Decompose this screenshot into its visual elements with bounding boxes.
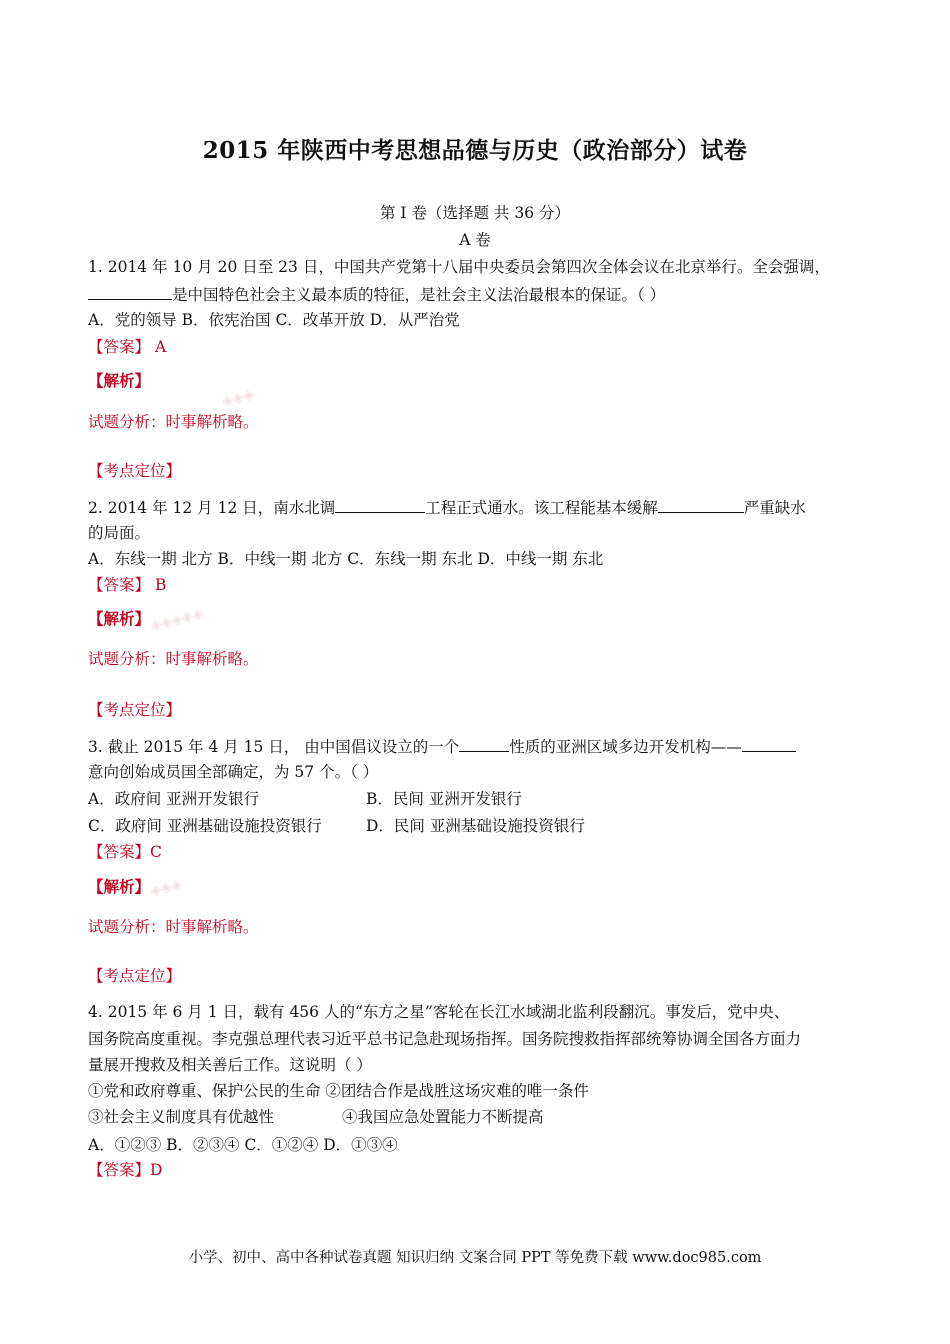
q4-answer [88,1160,162,1180]
q4-statements-1-2: ①党和政府尊重、保护公民的生命 ②团结合作是战胜这场灾难的唯一条件 [88,1082,589,1100]
q1-analysis-label: 【解析】 [88,371,151,390]
q3-blank-2 [742,736,796,752]
q4-statement-3: ③社会主义制度具有优越性 [88,1108,275,1126]
q2-analysis-text: 试题分析：时事解析略。 [88,650,259,668]
answer-value: D [150,1161,163,1179]
answer-value: B [154,576,167,594]
q3-answer [88,842,162,862]
q3-analysis-text: 试题分析：时事解析略。 [88,918,259,936]
q3-option-b: B．民间 亚洲开发银行 [366,790,522,808]
watermark-icon: ◈◈◈ [220,386,256,410]
q3-line1-mid: 性质的亚洲区域多边开发机构—— [509,738,742,756]
q3-kaodian: 【考点定位】 [88,967,182,985]
q3-analysis-label: 【解析】 [88,877,151,896]
q1-options: A．党的领导 B．依宪治国 C．改革开放 D．从严治党 [88,311,460,329]
q2-line1-before: 2. 2014 年 12 月 12 日，南水北调 [88,499,336,517]
q2-blank-2 [658,497,744,513]
q4-options: A．①②③ B．②③④ C．①②④ D．①③④ [88,1136,398,1154]
q3-blank-1 [459,736,509,752]
watermark-icon: ◈◈◈◈◈ [148,605,205,635]
q4-statement-4: ④我国应急处置能力不断提高 [342,1108,544,1126]
q1-blank [88,284,172,300]
q4-line2: 国务院高度重视。李克强总理代表习近平总书记急赴现场指挥。国务院搜救指挥部统筹协调全国各方面力 [88,1030,802,1048]
q3-option-c: C．政府间 亚洲基础设施投资银行 [88,817,322,835]
q1-line2-text: 是中国特色社会主义最本质的特征，是社会主义法治最根本的保证。（ ） [172,286,666,304]
page-title: 2015 年陕西中考思想品德与历史（政治部分）试卷 [202,137,748,164]
answer-value: C [150,843,162,861]
q3-line1-before: 3. 截止 2015 年 4 月 15 日， 由中国倡议设立的一个 [88,738,460,756]
answer-label: 【答案】 [88,576,151,594]
answer-label: 【答案】 [88,1161,151,1179]
q2-line1 [88,497,806,518]
q2-line1-after: 严重缺水 [743,499,806,517]
q3-option-a: A．政府间 亚洲开发银行 [88,790,260,808]
q1-answer [88,337,166,357]
page-footer: 小学、初中、高中各种试卷真题 知识归纳 文案合同 PPT 等免费下载 www.doc985.com [188,1250,762,1266]
answer-value: A [154,338,167,356]
q2-answer [88,575,166,595]
q1-line2 [88,284,665,305]
q3-option-d: D．民间 亚洲基础设施投资银行 [366,817,585,835]
q3-line2: 意向创始成员国全部确定，为 57 个。（ ） [88,763,379,781]
q3-line1 [88,736,796,757]
q2-options: A．东线一期 北方 B．中线一期 北方 C．东线一期 东北 D．中线一期 东北 [88,550,604,568]
q1-kaodian: 【考点定位】 [88,462,182,480]
answer-label: 【答案】 [88,338,151,356]
q2-line2: 的局面。 [88,524,151,542]
answer-label: 【答案】 [88,843,151,861]
q2-kaodian: 【考点定位】 [88,701,182,719]
watermark-icon: ◈◈◈ [148,876,184,900]
q1-line1: 1. 2014 年 10 月 20 日至 23 日，中国共产党第十八届中央委员会第四次全体会议在北京举行。全会强调， [88,258,830,276]
q4-line1: 4. 2015 年 6 月 1 日，载有 456 人的“东方之星”客轮在长江水域湖北监利段翻沉。事发后，党中央、 [88,1003,790,1021]
q1-analysis-text: 试题分析：时事解析略。 [88,413,259,431]
q2-line1-mid: 工程正式通水。该工程能基本缓解 [425,499,658,517]
q4-line3: 量展开搜救及相关善后工作。这说明（ ） [88,1056,372,1074]
section-heading: 第 I 卷（选择题 共 36 分） [380,204,570,222]
q2-analysis-label: 【解析】 [88,609,151,628]
subsection-heading: A 卷 [459,231,491,249]
q2-blank-1 [335,497,425,513]
